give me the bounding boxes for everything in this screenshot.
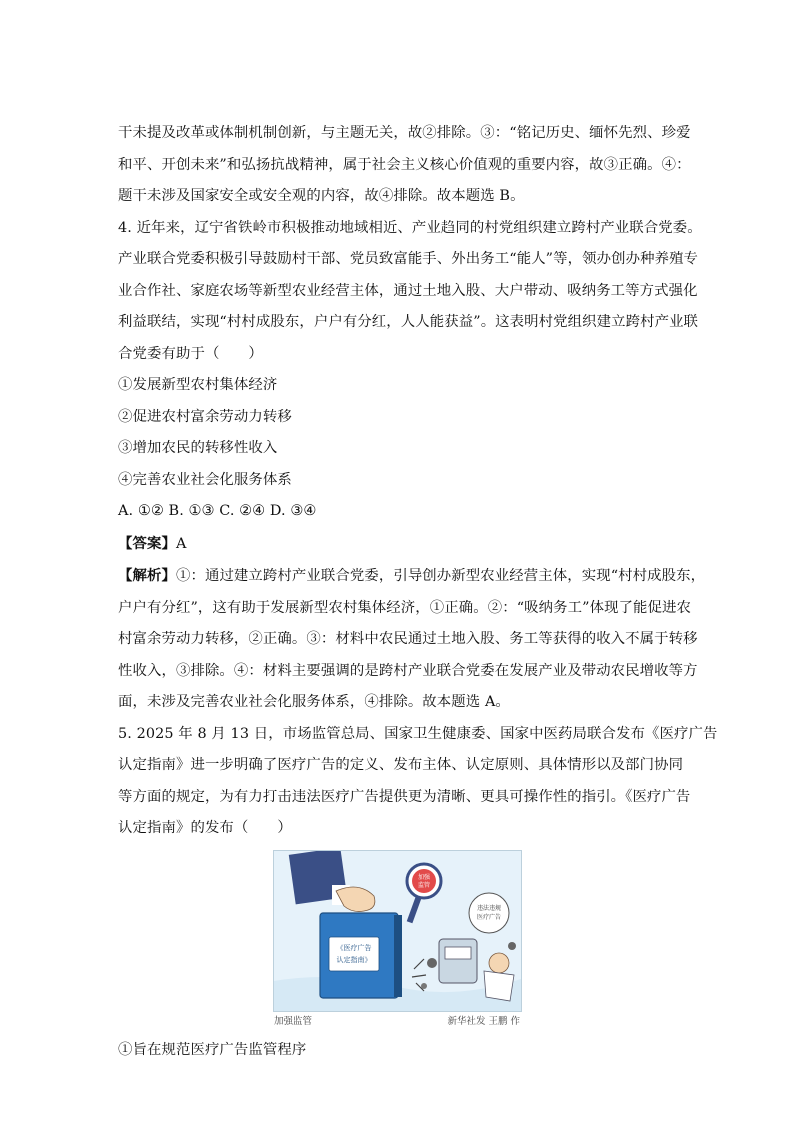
answer-value: A	[175, 535, 187, 552]
analysis-label: 【解析】	[118, 567, 176, 584]
figure-caption	[273, 1013, 520, 1027]
option-1: ①旨在规范医疗广告监管程序	[118, 1041, 307, 1058]
svg-text:认定指南》: 认定指南》	[336, 955, 372, 964]
svg-text:医疗广告: 医疗广告	[476, 913, 502, 921]
text-line: 认定指南》的发布（ ）	[118, 820, 292, 836]
svg-text:违法违规: 违法违规	[476, 904, 502, 912]
option-4: ④完善农业社会化服务体系	[118, 471, 292, 488]
cartoon-figure	[273, 850, 520, 1027]
text-line: 题干未涉及国家安全或安全观的内容，故④排除。故本题选 B。	[118, 188, 525, 204]
answer-line	[118, 528, 693, 561]
svg-text:《医疗广告: 《医疗广告	[336, 943, 372, 952]
option-3: ③增加农民的转移性收入	[118, 440, 278, 456]
text-line: 利益联结，实现“村村成股东，户户有分红，人人能获益”。这表明村党组织建立跨村产业联	[118, 314, 699, 330]
text-line: 户户有分红”，这有助于发展新型农村集体经济，①正确。②：“吸纳务工”体现了能促进农	[118, 599, 692, 616]
analysis-text: ①：通过建立跨村产业联合党委，引导创办新型农业经营主体，实现“村村成股东，	[175, 568, 706, 584]
caption-right: 新华社发 王鹏 作	[447, 1015, 520, 1027]
text-line: 干未提及改革或体制机制创新，与主题无关，故②排除。③：“铭记历史、缅怀先烈、珍爱	[118, 125, 691, 141]
text-line: 性收入，③排除。④：材料主要强调的是跨村产业联合党委在发展产业及带动农民增收等方	[118, 662, 698, 679]
text-line: 业合作社、家庭农场等新型农业经营主体，通过土地入股、大户带动、吸纳务工等方式强化	[118, 282, 698, 299]
text-line: 产业联合党委积极引导鼓励村干部、党员致富能手、外出务工“能人”等，领办创办种养殖专	[118, 251, 699, 267]
analysis-line	[118, 560, 706, 593]
choices: A. ①② B. ①③ C. ②④ D. ③④	[118, 503, 317, 519]
cartoon-image	[273, 850, 522, 1012]
text-line: 合党委有助于（ ）	[118, 345, 263, 362]
answer-label: 【答案】	[118, 534, 176, 552]
question-4-stem: 4. 近年来，辽宁省铁岭市积极推动地域相近、产业趋同的村党组织建立跨村产业联合党委。	[118, 219, 702, 236]
question-5-stem: 5. 2025 年 8 月 13 日，市场监管总局、国家卫生健康委、国家中医药局联合发布《医疗广告	[118, 725, 718, 742]
caption-left: 加强监管	[274, 1015, 313, 1027]
text-line: 面，未涉及完善农业社会化服务体系，④排除。故本题选 A。	[118, 694, 510, 710]
text-line: 村富余劳动力转移，②正确。③：材料中农民通过土地入股、务工等获得的收入不属于转移	[118, 631, 698, 647]
document-page	[118, 118, 718, 1066]
option-2: ②促进农村富余劳动力转移	[118, 408, 292, 425]
svg-text:加强: 加强	[417, 873, 431, 881]
text-line: 认定指南》进一步明确了医疗广告的定义、发布主体、认定原则、具体情形以及部门协同	[118, 757, 684, 773]
option-1: ①发展新型农村集体经济	[118, 377, 278, 393]
text-line: 和平、开创未来”和弘扬抗战精神，属于社会主义核心价值观的重要内容，故③正确。④：	[118, 156, 691, 173]
text-line: 等方面的规定，为有力打击违法医疗广告提供更为清晰、更具可操作性的指引。《医疗广告	[118, 788, 691, 805]
svg-text:监管: 监管	[417, 881, 431, 889]
